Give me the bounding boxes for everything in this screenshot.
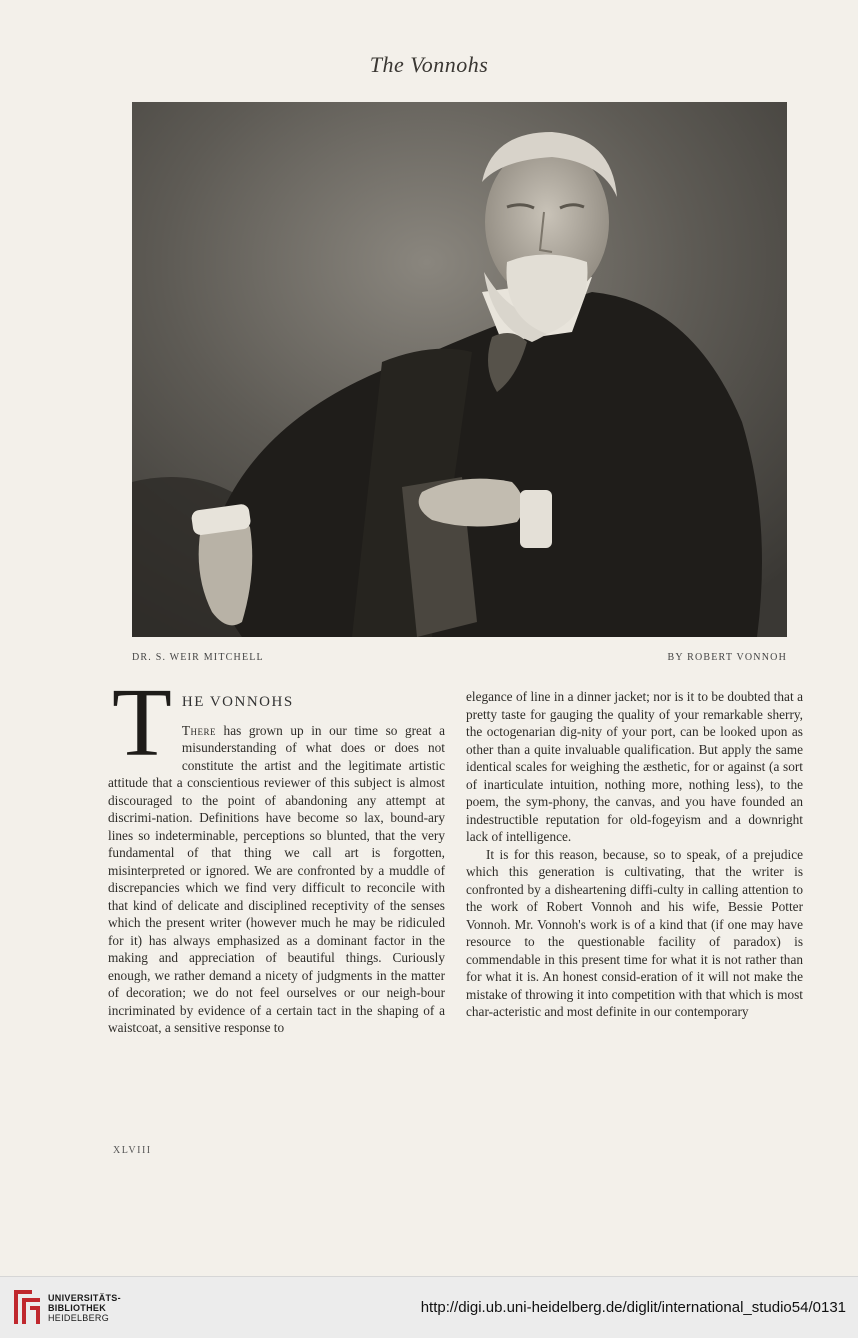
portrait-plate (132, 102, 787, 637)
article-title: HE VONNOHS (181, 694, 294, 710)
library-name-line-3: HEIDELBERG (48, 1313, 110, 1323)
library-name[interactable] (48, 1293, 121, 1323)
text-column-right (466, 688, 803, 1021)
plate-caption-subject: DR. S. WEIR MITCHELL (132, 652, 264, 663)
library-name-line-2: BIBLIOTHEK (48, 1303, 106, 1313)
text-column-left (108, 669, 445, 1037)
library-logo-icon[interactable] (10, 1286, 44, 1328)
opening-word: There (181, 722, 216, 738)
portrait-painting (132, 102, 787, 637)
running-head: The Vonnohs (369, 52, 489, 77)
drop-cap: T (112, 669, 172, 777)
source-url-link[interactable]: http://digi.ub.uni-heidelberg.de/diglit/international_studio54/0131 (420, 1299, 846, 1316)
library-name-line-1: UNIVERSITÄTS- (48, 1293, 121, 1303)
article-paragraph-1-continued: elegance of line in a dinner jacket; nor is it to be doubted that a pretty taste for gauging the quality of your remarkable sherry, the octogenarian dig-nity of your port, can be looked upon as other than a quite invaluable qualification. But apply the same identical scales for weighing the æsthetic, for or against (a sort of inarticulate intuition, nothing more, nothing less), to the poem, the sym-phony, the canvas, and you have founded an indestructible reputation for old-fogeyism and a downright lack of intelligence. (466, 689, 803, 844)
plate-caption-artist: BY ROBERT VONNOH (667, 652, 787, 663)
digital-library-footer (0, 1276, 858, 1338)
article-paragraph-2: It is for this reason, because, so to speak, of a prejudice which this generation is cultivating, that the writer is confronted by a disheartening diffi-culty in calling attention to the work of Robert Vonnoh and his wife, Bessie Potter Vonnoh. Mr. Vonnoh's work is of a kind that (if one may have resource to the questionable facility of paradox) is commendable in this present time for what it is not rather than for what it is. An honest consid-eration of it will not make the mistake of throwing it into competition with that which is most char-acteristic and most definite in our contemporary (466, 846, 803, 1019)
paragraph-1-text: has grown up in our time so great a misunderstanding of what does or does not constitute the artist and the legitimate artistic attitude that a conscientious reviewer of this subject is almost discouraged to the point of abandoning any attempt at discrimi-nation. Definitions have become so lax, bound-ary lines so indeterminable, perceptions so blunted, that the very fundamental of that thing we call art is forgotten, misinterpreted or ignored. We are confronted by a muddle of discrepancies which we find very difficult to reconcile with that kind of delicate and disciplined receptivity of the senses which the present writer (however much he may be ridiculed for it) has always emphasized as a dominant factor in the making and appreciation of beautiful things. Curiously enough, we rather demand a nicety of judgments in the matter of decoration; we do not feel ourselves or our neigh-bour incriminated by evidence of a certain tact in the shaping of a waistcoat, a sensitive response to (108, 722, 445, 1035)
page-folio: XLVIII (113, 1145, 152, 1156)
